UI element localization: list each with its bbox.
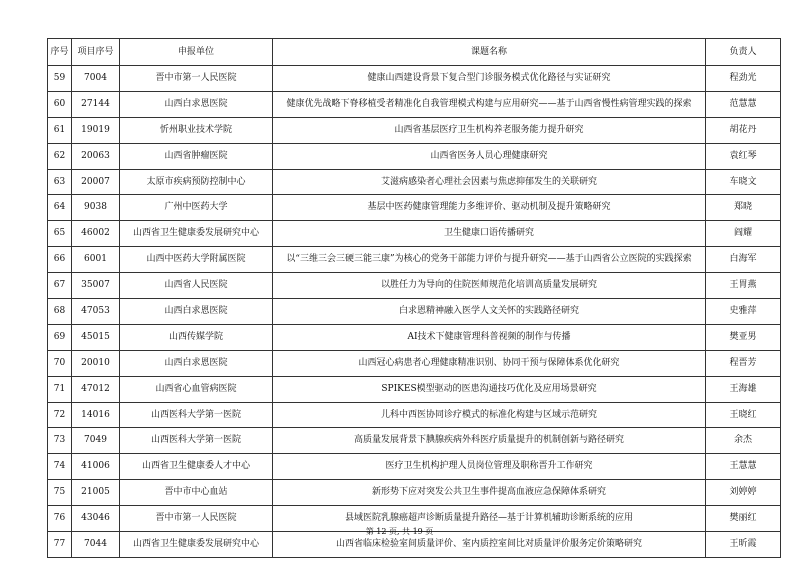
cell-seq: 72 <box>48 402 72 428</box>
cell-title: 山西省临床检验室间质量评价、室内质控室间比对质量评价服务定价策略研究 <box>273 532 706 558</box>
cell-unit: 山西省卫生健康委人才中心 <box>120 454 273 480</box>
cell-title: 儿科中西医协同诊疗模式的标准化构建与区域示范研究 <box>273 402 706 428</box>
cell-unit: 晋中市第一人民医院 <box>120 506 273 532</box>
cell-owner: 阎耀 <box>706 221 781 247</box>
cell-unit: 广州中医药大学 <box>120 195 273 221</box>
cell-owner: 白海军 <box>706 247 781 273</box>
cell-title: 健康山西建设背景下复合型门诊服务模式优化路径与实证研究 <box>273 66 706 92</box>
table-row <box>48 454 781 480</box>
table-row <box>48 143 781 169</box>
cell-owner: 刘婷婷 <box>706 480 781 506</box>
cell-seq: 67 <box>48 273 72 299</box>
cell-title: 医疗卫生机构护理人员岗位管理及职称晋升工作研究 <box>273 454 706 480</box>
cell-project-no: 19019 <box>72 117 120 143</box>
cell-seq: 62 <box>48 143 72 169</box>
table-row <box>48 66 781 92</box>
cell-seq: 77 <box>48 532 72 558</box>
cell-seq: 70 <box>48 350 72 376</box>
table-row <box>48 221 781 247</box>
cell-owner: 郑晓 <box>706 195 781 221</box>
project-table <box>47 38 781 558</box>
cell-seq: 65 <box>48 221 72 247</box>
cell-owner: 王胃燕 <box>706 273 781 299</box>
cell-seq: 74 <box>48 454 72 480</box>
cell-seq: 68 <box>48 299 72 325</box>
cell-owner: 余杰 <box>706 428 781 454</box>
cell-owner: 史雅萍 <box>706 299 781 325</box>
table-row <box>48 195 781 221</box>
table-row <box>48 324 781 350</box>
cell-project-no: 45015 <box>72 324 120 350</box>
cell-unit: 山西省肿瘤医院 <box>120 143 273 169</box>
cell-unit: 山西传媒学院 <box>120 324 273 350</box>
cell-unit: 太原市疾病预防控制中心 <box>120 169 273 195</box>
cell-project-no: 47012 <box>72 376 120 402</box>
cell-owner: 程晋芳 <box>706 350 781 376</box>
cell-title: 新形势下应对突发公共卫生事件提高血液应急保障体系研究 <box>273 480 706 506</box>
cell-unit: 晋中市第一人民医院 <box>120 66 273 92</box>
cell-unit: 山西省卫生健康委发展研究中心 <box>120 532 273 558</box>
cell-project-no: 47053 <box>72 299 120 325</box>
table-row <box>48 402 781 428</box>
table-row <box>48 117 781 143</box>
cell-project-no: 43046 <box>72 506 120 532</box>
cell-project-no: 21005 <box>72 480 120 506</box>
cell-title: 艾滋病感染者心理社会因素与焦虑抑郁发生的关联研究 <box>273 169 706 195</box>
table-row <box>48 376 781 402</box>
cell-project-no: 7049 <box>72 428 120 454</box>
cell-project-no: 27144 <box>72 91 120 117</box>
header-owner: 负责人 <box>706 39 781 66</box>
cell-project-no: 20063 <box>72 143 120 169</box>
cell-unit: 山西省心血管病医院 <box>120 376 273 402</box>
cell-seq: 63 <box>48 169 72 195</box>
cell-seq: 71 <box>48 376 72 402</box>
cell-title: 健康优先战略下脊移植受者精准化自我管理模式构建与应用研究——基于山西省慢性病管理实践的探索 <box>273 91 706 117</box>
cell-title: 县域医院乳腺癌超声诊断质量提升路径—基于计算机辅助诊断系统的应用 <box>273 506 706 532</box>
table-row <box>48 247 781 273</box>
cell-title: 高质量发展背景下腆腺疾病外科医疗质量提升的机制创新与路径研究 <box>273 428 706 454</box>
cell-title: 山西省医务人员心理健康研究 <box>273 143 706 169</box>
cell-title: 山西省基层医疗卫生机构养老服务能力提升研究 <box>273 117 706 143</box>
cell-project-no: 35007 <box>72 273 120 299</box>
cell-project-no: 6001 <box>72 247 120 273</box>
cell-project-no: 7044 <box>72 532 120 558</box>
cell-owner: 王晓红 <box>706 402 781 428</box>
cell-seq: 73 <box>48 428 72 454</box>
cell-project-no: 7004 <box>72 66 120 92</box>
table-row <box>48 273 781 299</box>
cell-project-no: 46002 <box>72 221 120 247</box>
cell-unit: 山西白求恩医院 <box>120 91 273 117</box>
header-seq: 序号 <box>48 39 72 66</box>
cell-seq: 66 <box>48 247 72 273</box>
cell-seq: 64 <box>48 195 72 221</box>
cell-project-no: 20007 <box>72 169 120 195</box>
cell-owner: 袁红琴 <box>706 143 781 169</box>
table-row <box>48 169 781 195</box>
cell-owner: 樊亚男 <box>706 324 781 350</box>
table-body <box>48 66 781 558</box>
cell-title: AI技术下健康管理科普视频的制作与传播 <box>273 324 706 350</box>
cell-owner: 车晓文 <box>706 169 781 195</box>
cell-unit: 忻州职业技术学院 <box>120 117 273 143</box>
cell-title: 以胜任力为导向的住院医师规范化培训高质量发展研究 <box>273 273 706 299</box>
header-unit: 申报单位 <box>120 39 273 66</box>
cell-title: 白求恩精神融入医学人文关怀的实践路径研究 <box>273 299 706 325</box>
cell-seq: 76 <box>48 506 72 532</box>
cell-unit: 山西医科大学第一医院 <box>120 402 273 428</box>
cell-project-no: 14016 <box>72 402 120 428</box>
table-row <box>48 299 781 325</box>
cell-owner: 王昕霞 <box>706 532 781 558</box>
cell-unit: 山西医科大学第一医院 <box>120 428 273 454</box>
cell-unit: 山西省人民医院 <box>120 273 273 299</box>
cell-seq: 60 <box>48 91 72 117</box>
header-project-no: 项目序号 <box>72 39 120 66</box>
cell-project-no: 9038 <box>72 195 120 221</box>
cell-project-no: 20010 <box>72 350 120 376</box>
table-header-row <box>48 39 781 66</box>
cell-owner: 王慧慧 <box>706 454 781 480</box>
cell-unit: 山西白求恩医院 <box>120 350 273 376</box>
table-row <box>48 350 781 376</box>
cell-unit: 山西省卫生健康委发展研究中心 <box>120 221 273 247</box>
table-row <box>48 428 781 454</box>
page-footer: 第 12 页, 共 19 页 <box>365 527 434 536</box>
cell-project-no: 41006 <box>72 454 120 480</box>
cell-title: 卫生健康口语传播研究 <box>273 221 706 247</box>
cell-title: 以“三维三会三硬三能三康”为核心的党务干部能力评价与提升研究——基于山西省公立医院的实践探索 <box>273 247 706 273</box>
cell-seq: 59 <box>48 66 72 92</box>
cell-seq: 61 <box>48 117 72 143</box>
cell-seq: 69 <box>48 324 72 350</box>
cell-unit: 晋中市中心血站 <box>120 480 273 506</box>
cell-unit: 山西白求恩医院 <box>120 299 273 325</box>
header-title: 课题名称 <box>273 39 706 66</box>
cell-owner: 王海雄 <box>706 376 781 402</box>
cell-owner: 樊丽红 <box>706 506 781 532</box>
cell-title: SPIKES模型驱动的医患沟通技巧优化及应用场景研究 <box>273 376 706 402</box>
cell-unit: 山西中医药大学附属医院 <box>120 247 273 273</box>
cell-owner: 范慧慧 <box>706 91 781 117</box>
cell-title: 基层中医药健康管理能力多维评价、驱动机制及提升策略研究 <box>273 195 706 221</box>
cell-seq: 75 <box>48 480 72 506</box>
cell-owner: 胡花丹 <box>706 117 781 143</box>
table-row <box>48 480 781 506</box>
table-row <box>48 91 781 117</box>
cell-owner: 程劲光 <box>706 66 781 92</box>
cell-title: 山西冠心病患者心理健康精准识别、协同干预与保障体系优化研究 <box>273 350 706 376</box>
